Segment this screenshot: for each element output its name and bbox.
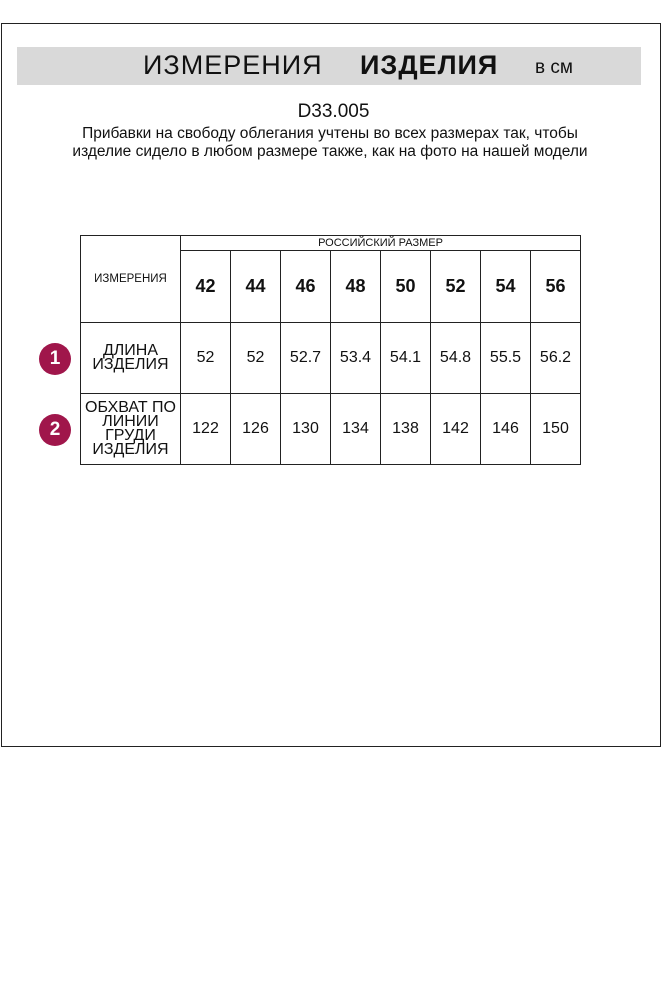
measurement-badge-2: 2	[39, 414, 71, 446]
table-cell: 138	[381, 394, 431, 465]
size-header: 54	[481, 251, 531, 323]
title-measurements: ИЗМЕРЕНИЯ	[143, 50, 323, 80]
size-table	[80, 235, 581, 465]
corner-label: ИЗМЕРЕНИЯ	[81, 236, 181, 323]
product-code: D33.005	[297, 101, 370, 122]
table-cell: 54.1	[381, 323, 431, 394]
measurement-badge-1: 1	[39, 343, 71, 375]
table-cell: 150	[531, 394, 581, 465]
size-header: 50	[381, 251, 431, 323]
table-cell: 52	[181, 323, 231, 394]
table-cell: 53.4	[331, 323, 381, 394]
size-header: 48	[331, 251, 381, 323]
table-cell: 146	[481, 394, 531, 465]
size-group-label: РОССИЙСКИЙ РАЗМЕР	[181, 236, 581, 251]
row-label: ОБХВАТ ПО ЛИНИИ ГРУДИ ИЗДЕЛИЯ	[81, 394, 181, 465]
table-cell: 130	[281, 394, 331, 465]
table-cell: 126	[231, 394, 281, 465]
table-cell: 142	[431, 394, 481, 465]
size-header: 56	[531, 251, 581, 323]
table-cell: 55.5	[481, 323, 531, 394]
table-cell: 122	[181, 394, 231, 465]
size-header: 46	[281, 251, 331, 323]
title-product: ИЗДЕЛИЯ	[360, 50, 499, 80]
fit-description: Прибавки на свободу облегания учтены во всех размерах так, чтобы изделие сидело в любом размере также, как на фото на нашей модели	[72, 125, 588, 160]
size-header: 44	[231, 251, 281, 323]
table-row	[81, 323, 581, 394]
table-cell: 56.2	[531, 323, 581, 394]
size-header: 42	[181, 251, 231, 323]
row-label: ДЛИНА ИЗДЕЛИЯ	[81, 323, 181, 394]
title-unit: в см	[535, 57, 573, 78]
table-row	[81, 394, 581, 465]
table-cell: 52.7	[281, 323, 331, 394]
table-cell: 134	[331, 394, 381, 465]
table-cell: 54.8	[431, 323, 481, 394]
table-cell: 52	[231, 323, 281, 394]
size-header: 52	[431, 251, 481, 323]
